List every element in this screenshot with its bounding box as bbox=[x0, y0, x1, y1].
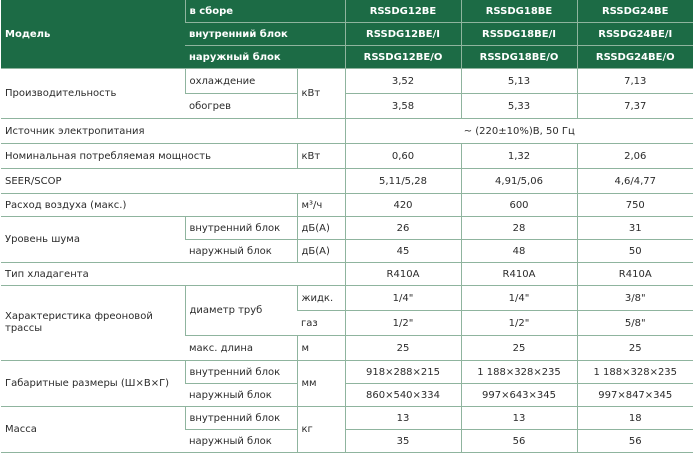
noise-outdoor-value: 48 bbox=[461, 240, 577, 263]
noise-outdoor-value: 45 bbox=[345, 240, 461, 263]
liquid-label: жидк. bbox=[297, 286, 345, 311]
max-length-label: макс. длина bbox=[185, 336, 297, 361]
noise-outdoor-value: 50 bbox=[577, 240, 693, 263]
noise-indoor-value: 31 bbox=[577, 217, 693, 240]
max-length-value: 25 bbox=[345, 336, 461, 361]
noise-unit: дБ(А) bbox=[297, 240, 345, 263]
power-consumption-value: 0,60 bbox=[345, 144, 461, 169]
refrigerant-label: Тип хладагента bbox=[1, 263, 345, 286]
indoor-label: внутренний блок bbox=[185, 23, 345, 46]
model-assembled: RSSDG12BE bbox=[345, 0, 461, 23]
table-row bbox=[1, 194, 693, 217]
weight-label: Масса bbox=[1, 407, 185, 453]
table-row bbox=[1, 69, 693, 94]
airflow-label: Расход воздуха (макс.) bbox=[1, 194, 297, 217]
dimensions-outdoor-value: 860×540×334 bbox=[345, 384, 461, 407]
model-outdoor: RSSDG18BE/O bbox=[461, 46, 577, 69]
refrigerant-value: R410A bbox=[461, 263, 577, 286]
noise-label: Уровень шума bbox=[1, 217, 185, 263]
weight-indoor-value: 13 bbox=[461, 407, 577, 430]
heating-value: 3,58 bbox=[345, 94, 461, 119]
capacity-label: Производительность bbox=[1, 69, 185, 119]
noise-unit: дБ(А) bbox=[297, 217, 345, 240]
liquid-value: 1/4" bbox=[345, 286, 461, 311]
piping-label: Характеристика фреоновой трассы bbox=[1, 286, 185, 361]
power-supply-value: ~ (220±10%)В, 50 Гц bbox=[345, 119, 693, 144]
max-length-value: 25 bbox=[461, 336, 577, 361]
assembled-label: в сборе bbox=[185, 0, 345, 23]
airflow-value: 750 bbox=[577, 194, 693, 217]
header-row-assembled bbox=[1, 0, 693, 23]
cooling-value: 7,13 bbox=[577, 69, 693, 94]
weight-outdoor-label: наружный блок bbox=[185, 430, 297, 453]
pipe-diameter-label: диаметр труб bbox=[185, 286, 297, 336]
power-consumption-value: 1,32 bbox=[461, 144, 577, 169]
capacity-unit: кВт bbox=[297, 69, 345, 119]
model-outdoor: RSSDG24BE/O bbox=[577, 46, 693, 69]
table-row bbox=[1, 263, 693, 286]
heating-value: 7,37 bbox=[577, 94, 693, 119]
model-indoor: RSSDG12BE/I bbox=[345, 23, 461, 46]
dimensions-outdoor-value: 997×643×345 bbox=[461, 384, 577, 407]
refrigerant-value: R410A bbox=[345, 263, 461, 286]
table-row bbox=[1, 169, 693, 194]
seer-value: 4,6/4,77 bbox=[577, 169, 693, 194]
weight-indoor-value: 13 bbox=[345, 407, 461, 430]
max-length-value: 25 bbox=[577, 336, 693, 361]
heating-value: 5,33 bbox=[461, 94, 577, 119]
weight-outdoor-value: 56 bbox=[577, 430, 693, 453]
seer-value: 5,11/5,28 bbox=[345, 169, 461, 194]
seer-label: SEER/SCOP bbox=[1, 169, 345, 194]
weight-unit: кг bbox=[297, 407, 345, 453]
gas-label: газ bbox=[297, 311, 345, 336]
gas-value: 1/2" bbox=[345, 311, 461, 336]
table-row bbox=[1, 144, 693, 169]
spec-table bbox=[1, 0, 693, 453]
dimensions-label: Габаритные размеры (Ш×В×Г) bbox=[1, 361, 185, 407]
model-outdoor: RSSDG12BE/O bbox=[345, 46, 461, 69]
gas-value: 1/2" bbox=[461, 311, 577, 336]
model-label: Модель bbox=[1, 0, 185, 69]
liquid-value: 1/4" bbox=[461, 286, 577, 311]
model-indoor: RSSDG18BE/I bbox=[461, 23, 577, 46]
model-indoor: RSSDG24BE/I bbox=[577, 23, 693, 46]
liquid-value: 3/8" bbox=[577, 286, 693, 311]
cooling-label: охлаждение bbox=[185, 69, 297, 94]
model-assembled: RSSDG18BE bbox=[461, 0, 577, 23]
max-length-unit: м bbox=[297, 336, 345, 361]
dimensions-unit: мм bbox=[297, 361, 345, 407]
power-consumption-value: 2,06 bbox=[577, 144, 693, 169]
noise-indoor-value: 26 bbox=[345, 217, 461, 240]
noise-outdoor-label: наружный блок bbox=[185, 240, 297, 263]
model-assembled: RSSDG24BE bbox=[577, 0, 693, 23]
dimensions-indoor-value: 1 188×328×235 bbox=[461, 361, 577, 384]
power-supply-label: Источник электропитания bbox=[1, 119, 345, 144]
airflow-value: 420 bbox=[345, 194, 461, 217]
dimensions-outdoor-value: 997×847×345 bbox=[577, 384, 693, 407]
dimensions-indoor-value: 1 188×328×235 bbox=[577, 361, 693, 384]
heating-label: обогрев bbox=[185, 94, 297, 119]
dimensions-indoor-value: 918×288×215 bbox=[345, 361, 461, 384]
table-row bbox=[1, 407, 693, 430]
table-row bbox=[1, 286, 693, 311]
cooling-value: 5,13 bbox=[461, 69, 577, 94]
weight-indoor-label: внутренний блок bbox=[185, 407, 297, 430]
noise-indoor-value: 28 bbox=[461, 217, 577, 240]
cooling-value: 3,52 bbox=[345, 69, 461, 94]
outdoor-label: наружный блок bbox=[185, 46, 345, 69]
dimensions-outdoor-label: наружный блок bbox=[185, 384, 297, 407]
seer-value: 4,91/5,06 bbox=[461, 169, 577, 194]
gas-value: 5/8" bbox=[577, 311, 693, 336]
dimensions-indoor-label: внутренний блок bbox=[185, 361, 297, 384]
weight-indoor-value: 18 bbox=[577, 407, 693, 430]
weight-outdoor-value: 56 bbox=[461, 430, 577, 453]
airflow-value: 600 bbox=[461, 194, 577, 217]
airflow-unit: м³/ч bbox=[297, 194, 345, 217]
noise-indoor-label: внутренний блок bbox=[185, 217, 297, 240]
table-row bbox=[1, 119, 693, 144]
power-consumption-label: Номинальная потребляемая мощность bbox=[1, 144, 297, 169]
table-row bbox=[1, 361, 693, 384]
power-consumption-unit: кВт bbox=[297, 144, 345, 169]
weight-outdoor-value: 35 bbox=[345, 430, 461, 453]
table-row bbox=[1, 217, 693, 240]
refrigerant-value: R410A bbox=[577, 263, 693, 286]
